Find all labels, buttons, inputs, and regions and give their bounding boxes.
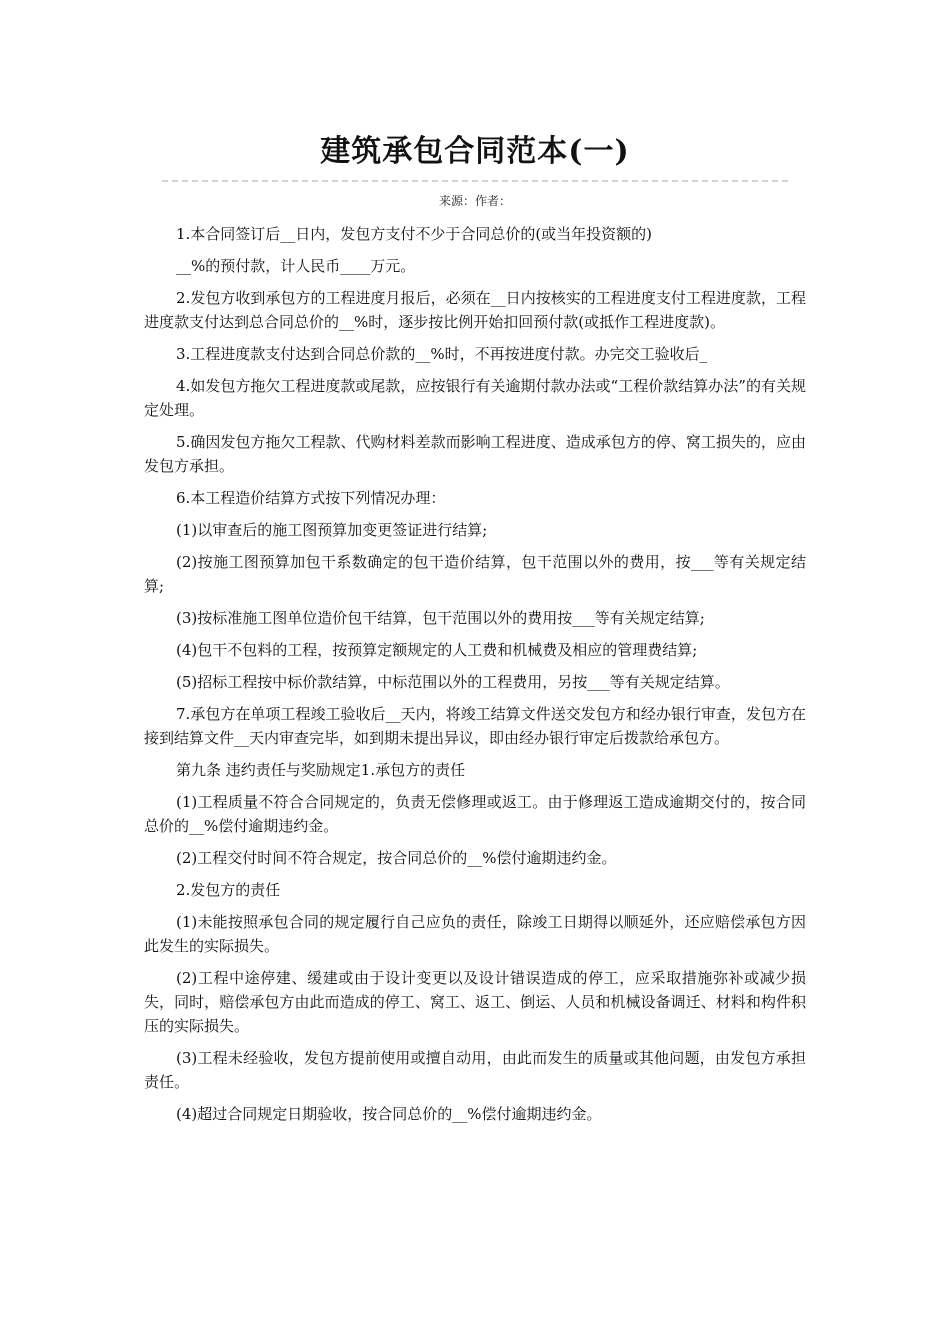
paragraph-11: (4)包干不包料的工程，按预算定额规定的人工费和机械费及相应的管理费结算; bbox=[176, 641, 698, 659]
paragraph-5: 4.如发包方拖欠工程进度款或尾款，应按银行有关逾期付款办法或“工程价款结算办法”的有关规定处理。 bbox=[144, 377, 806, 419]
document-title: 建筑承包合同范本(一) bbox=[320, 134, 630, 169]
paragraph-16: (2)工程交付时间不符合规定，按合同总价的__%偿付逾期违约金。 bbox=[176, 849, 617, 867]
paragraph-15: (1)工程质量不符合合同规定的，负责无偿修理或返工。由于修理返工造成逾期交付的，按合同总价的__%偿付逾期违约金。 bbox=[144, 793, 806, 835]
paragraph-9: (2)按施工图预算加包干系数确定的包干造价结算，包干范围以外的费用，按___等有关规定结算; bbox=[144, 553, 806, 595]
paragraph-14: 第九条 违约责任与奖励规定1.承包方的责任 bbox=[176, 761, 466, 779]
paragraph-21: (4)超过合同规定日期验收，按合同总价的__%偿付逾期违约金。 bbox=[176, 1105, 602, 1123]
paragraph-20: (3)工程未经验收，发包方提前使用或擅自动用，由此而发生的质量或其他问题，由发包方承担责任。 bbox=[144, 1049, 806, 1091]
paragraph-10: (3)按标准施工图单位造价包干结算，包干范围以外的费用按___等有关规定结算; bbox=[176, 609, 705, 627]
paragraph-13: 7.承包方在单项工程竣工验收后__天内，将竣工结算文件送交发包方和经办银行审查，发包方在接到结算文件__天内审查完毕，如到期未提出异议，即由经办银行审定后拨款给承包方。 bbox=[144, 705, 806, 747]
paragraph-8: (1)以审查后的施工图预算加变更签证进行结算; bbox=[176, 521, 488, 539]
document-body bbox=[144, 222, 806, 1134]
paragraph-2: __%的预付款，计人民币____万元。 bbox=[176, 257, 416, 275]
paragraph-3: 2.发包方收到承包方的工程进度月报后，必须在__日内按核实的工程进度支付工程进度款，工程进度款支付达到总合同总价的__%时，逐步按比例开始扣回预付款(或抵作工程进度款)。 bbox=[144, 289, 806, 331]
paragraph-1: 1.本合同签订后__日内，发包方支付不少于合同总价的(或当年投资额的) bbox=[176, 225, 653, 243]
source-author-line: 来源：作者： bbox=[438, 194, 511, 208]
paragraph-6: 5.确因发包方拖欠工程款、代购材料差款而影响工程进度、造成承包方的停、窝工损失的，应由发包方承担。 bbox=[144, 433, 806, 475]
paragraph-7: 6.本工程造价结算方式按下列情况办理： bbox=[176, 489, 446, 507]
paragraph-17: 2.发包方的责任 bbox=[176, 881, 281, 899]
paragraph-19: (2)工程中途停建、缓建或由于设计变更以及设计错误造成的停工，应采取措施弥补或减少损失，同时，赔偿承包方由此而造成的停工、窝工、返工、倒运、人员和机械设备调迁、材料和构件积压的实际损失。 bbox=[144, 969, 806, 1035]
paragraph-18: (1)未能按照承包合同的规定履行自己应负的责任，除竣工日期得以顺延外，还应赔偿承包方因此发生的实际损失。 bbox=[144, 913, 806, 955]
paragraph-12: (5)招标工程按中标价款结算，中标范围以外的工程费用，另按___等有关规定结算。 bbox=[176, 673, 730, 691]
title-divider bbox=[162, 180, 788, 182]
paragraph-4: 3.工程进度款支付达到合同总价款的__%时，不再按进度付款。办完交工验收后_ bbox=[176, 345, 708, 363]
